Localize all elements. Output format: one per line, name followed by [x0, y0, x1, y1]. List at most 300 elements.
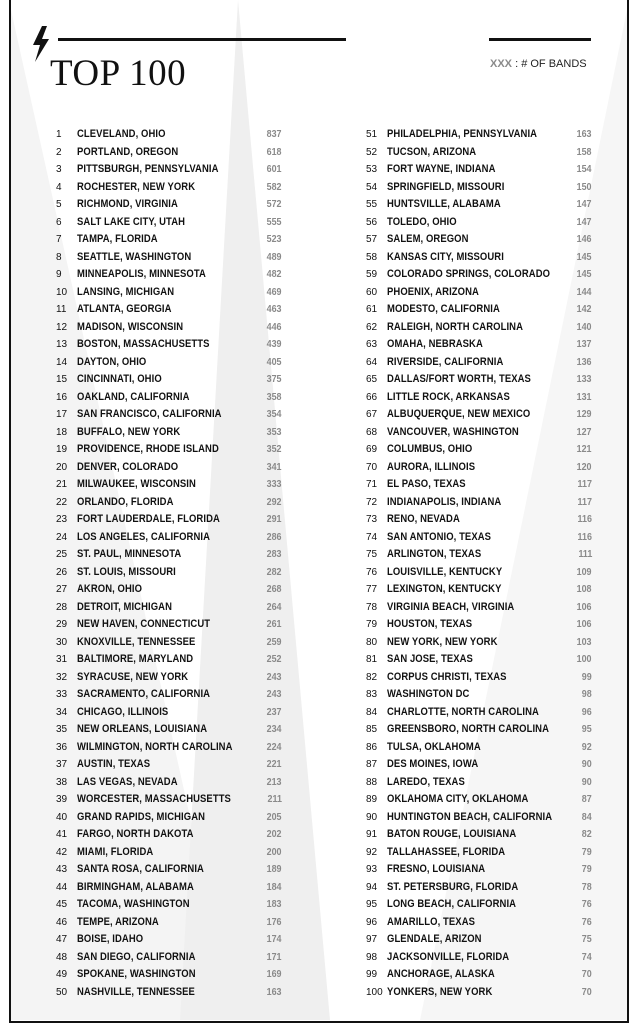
list-item [56, 914, 282, 932]
rank-number: 32 [56, 671, 68, 683]
list-item [56, 179, 282, 197]
city-name: LOS ANGELES, CALIFORNIA [77, 530, 211, 543]
list-item [56, 319, 282, 337]
band-count: 121 [577, 443, 592, 455]
list-item [366, 669, 592, 687]
rank-number: 94 [366, 881, 378, 893]
rank-number: 4 [56, 181, 62, 193]
band-count: 133 [577, 373, 592, 385]
city-name: GLENDALE, ARIZON [387, 933, 482, 945]
rank-number: 43 [56, 864, 68, 875]
rank-number: 24 [56, 531, 68, 543]
band-count: 243 [267, 670, 282, 683]
list-item [366, 844, 592, 862]
list-item [56, 284, 282, 302]
city-name: SPOKANE, WASHINGTON [77, 968, 196, 980]
rank-number: 84 [366, 706, 378, 718]
band-count: 202 [267, 828, 282, 840]
band-count: 74 [582, 950, 592, 963]
band-count: 523 [267, 233, 282, 245]
city-name: FORT LAUDERDALE, FLORIDA [77, 513, 220, 525]
list-item [56, 371, 282, 389]
band-count: 183 [267, 898, 282, 910]
list-item [366, 266, 592, 284]
band-count: 264 [267, 600, 282, 613]
city-name: INDIANAPOLIS, INDIANA [387, 495, 502, 508]
city-name: TACOMA, WASHINGTON [77, 898, 190, 910]
list-item [56, 494, 282, 512]
city-name: NEW HAVEN, CONNECTICUT [77, 618, 211, 630]
band-count: 106 [577, 618, 592, 630]
rank-number: 79 [366, 619, 378, 630]
list-item [56, 739, 282, 757]
city-name: ATLANTA, GEORGIA [77, 303, 172, 315]
city-name: CINCINNATI, OHIO [77, 373, 162, 385]
list-item [56, 441, 282, 459]
list-item [56, 896, 282, 914]
list-item [56, 144, 282, 162]
rank-number: 6 [56, 216, 62, 228]
city-name: DETROIT, MICHIGAN [77, 600, 173, 613]
city-name: SANTA ROSA, CALIFORNIA [77, 863, 204, 875]
city-name: HOUSTON, TEXAS [387, 618, 473, 630]
rank-number: 65 [366, 374, 378, 385]
list-item [366, 284, 592, 302]
city-name: LEXINGTON, KENTUCKY [387, 583, 502, 595]
band-count: 100 [577, 653, 592, 665]
city-name: RALEIGH, NORTH CAROLINA [387, 320, 524, 333]
list-item [366, 529, 592, 547]
city-name: VANCOUVER, WASHINGTON [387, 425, 519, 438]
rank-number: 92 [366, 846, 378, 858]
band-count: 268 [267, 583, 282, 595]
list-item [56, 756, 282, 774]
band-count: 261 [267, 618, 282, 630]
band-count: 117 [577, 478, 592, 490]
city-name: DAYTON, OHIO [77, 355, 147, 368]
band-count: 618 [267, 145, 282, 158]
rank-number: 75 [366, 549, 378, 560]
rank-number: 23 [56, 514, 68, 525]
band-count: 103 [577, 635, 592, 648]
list-item [366, 791, 592, 809]
band-count: 184 [267, 880, 282, 893]
band-count: 358 [267, 390, 282, 403]
rank-number: 39 [56, 794, 68, 805]
city-name: TAMPA, FLORIDA [77, 233, 158, 245]
city-name: TEMPE, ARIZONA [77, 915, 159, 928]
band-count: 158 [577, 145, 592, 158]
band-count: 111 [578, 548, 592, 560]
city-name: ST. PETERSBURG, FLORIDA [387, 880, 519, 893]
city-name: ANCHORAGE, ALASKA [387, 968, 495, 980]
city-name: MODESTO, CALIFORNIA [387, 303, 500, 315]
list-item [56, 844, 282, 862]
band-count: 154 [577, 163, 592, 175]
list-item [56, 634, 282, 652]
band-count: 176 [267, 915, 282, 928]
city-name: RENO, NEVADA [387, 513, 460, 525]
rank-number: 30 [56, 636, 68, 648]
list-item [56, 389, 282, 407]
band-count: 75 [582, 933, 592, 945]
rank-number: 13 [56, 339, 68, 350]
city-name: FARGO, NORTH DAKOTA [77, 828, 194, 840]
band-count: 84 [582, 810, 592, 823]
list-item [56, 336, 282, 354]
city-name: SPRINGFIELD, MISSOURI [387, 180, 505, 193]
city-name: BUFFALO, NEW YORK [77, 425, 181, 438]
list-item [366, 704, 592, 722]
rank-number: 81 [366, 654, 378, 665]
band-count: 171 [267, 950, 282, 963]
rank-number: 67 [366, 409, 378, 420]
city-name: PROVIDENCE, RHODE ISLAND [77, 443, 219, 455]
city-name: KNOXVILLE, TENNESSEE [77, 635, 196, 648]
list-item [56, 809, 282, 827]
rank-number: 72 [366, 496, 378, 508]
band-count: 146 [577, 233, 592, 245]
rank-number: 66 [366, 391, 378, 403]
band-count: 221 [267, 758, 282, 770]
band-count: 136 [577, 355, 592, 368]
band-count: 601 [267, 163, 282, 175]
band-count: 341 [267, 460, 282, 473]
rank-number: 64 [366, 356, 378, 368]
city-name: LANSING, MICHIGAN [77, 285, 175, 298]
band-count: 482 [267, 268, 282, 280]
city-name: AUSTIN, TEXAS [77, 758, 151, 770]
city-name: LAS VEGAS, NEVADA [77, 775, 178, 788]
list-item [56, 406, 282, 424]
band-count: 283 [267, 548, 282, 560]
band-count: 116 [577, 530, 592, 543]
rank-number: 51 [366, 129, 378, 140]
list-item [366, 494, 592, 512]
ranking-column-right [366, 126, 592, 1001]
city-name: AMARILLO, TEXAS [387, 915, 476, 928]
band-count: 79 [582, 863, 592, 875]
list-item [56, 704, 282, 722]
band-count: 259 [267, 635, 282, 648]
city-name: DES MOINES, IOWA [387, 758, 479, 770]
city-name: SAN JOSE, TEXAS [387, 653, 473, 665]
rank-number: 5 [56, 199, 62, 210]
band-count: 120 [577, 460, 592, 473]
city-name: FRESNO, LOUISIANA [387, 863, 486, 875]
city-name: SEATTLE, WASHINGTON [77, 250, 192, 263]
list-item [366, 161, 592, 179]
rank-number: 20 [56, 461, 68, 473]
city-name: SALEM, OREGON [387, 233, 469, 245]
band-count: 150 [577, 180, 592, 193]
city-name: GREENSBORO, NORTH CAROLINA [387, 723, 550, 735]
list-item [366, 336, 592, 354]
city-name: OAKLAND, CALIFORNIA [77, 390, 190, 403]
band-count: 76 [582, 915, 592, 928]
city-name: BALTIMORE, MARYLAND [77, 653, 194, 665]
band-count: 375 [267, 373, 282, 385]
band-count: 90 [582, 775, 592, 788]
city-name: JACKSONVILLE, FLORIDA [387, 950, 510, 963]
list-item [366, 756, 592, 774]
band-count: 224 [267, 740, 282, 753]
city-name: DENVER, COLORADO [77, 460, 179, 473]
list-item [366, 476, 592, 494]
rank-number: 71 [366, 479, 378, 490]
rank-number: 100 [366, 986, 383, 998]
list-item [366, 896, 592, 914]
city-name: MILWAUKEE, WISCONSIN [77, 478, 196, 490]
band-count: 243 [267, 688, 282, 700]
rank-number: 45 [56, 899, 68, 910]
rank-number: 90 [366, 811, 378, 823]
rank-number: 2 [56, 146, 62, 158]
rank-number: 97 [366, 934, 378, 945]
rank-number: 88 [366, 776, 378, 788]
city-name: SAN ANTONIO, TEXAS [387, 530, 492, 543]
list-item [56, 231, 282, 249]
list-item [366, 581, 592, 599]
rank-number: 21 [56, 479, 68, 490]
city-name: NASHVILLE, TENNESSEE [77, 985, 195, 998]
list-item [366, 371, 592, 389]
band-count: 109 [577, 565, 592, 578]
list-item [56, 249, 282, 267]
city-name: WILMINGTON, NORTH CAROLINA [77, 740, 233, 753]
rank-number: 87 [366, 759, 378, 770]
city-name: SACRAMENTO, CALIFORNIA [77, 688, 211, 700]
rank-number: 70 [366, 461, 378, 473]
list-item [56, 161, 282, 179]
rank-number: 28 [56, 601, 68, 613]
city-name: NEW YORK, NEW YORK [387, 635, 498, 648]
list-item [366, 651, 592, 669]
rank-number: 14 [56, 356, 68, 368]
list-item [366, 861, 592, 879]
list-item [56, 949, 282, 967]
list-item [56, 564, 282, 582]
city-name: PHILADELPHIA, PENNSYLVANIA [387, 128, 538, 140]
list-item [366, 931, 592, 949]
list-item [366, 126, 592, 144]
band-count: 837 [267, 128, 282, 140]
city-name: BIRMINGHAM, ALABAMA [77, 880, 194, 893]
city-name: TALLAHASSEE, FLORIDA [387, 845, 506, 858]
band-count: 117 [577, 495, 592, 508]
rank-number: 37 [56, 759, 68, 770]
city-name: LAREDO, TEXAS [387, 775, 465, 788]
legend [490, 58, 587, 70]
list-item [366, 686, 592, 704]
rank-number: 41 [56, 829, 68, 840]
list-item [366, 389, 592, 407]
band-count: 78 [582, 880, 592, 893]
rank-number: 68 [366, 426, 378, 438]
rank-number: 93 [366, 864, 378, 875]
city-name: SALT LAKE CITY, UTAH [77, 215, 186, 228]
list-item [56, 266, 282, 284]
band-count: 145 [577, 250, 592, 263]
list-item [366, 546, 592, 564]
rank-number: 52 [366, 146, 378, 158]
page-title: TOP 100 [50, 53, 187, 94]
list-item [56, 616, 282, 634]
band-count: 140 [577, 320, 592, 333]
list-item [56, 774, 282, 792]
rank-number: 9 [56, 269, 62, 280]
rank-number: 86 [366, 741, 378, 753]
list-item [56, 354, 282, 372]
list-item [366, 511, 592, 529]
list-item [366, 441, 592, 459]
lightning-bolt-icon [30, 26, 52, 62]
list-item [56, 196, 282, 214]
band-count: 76 [582, 898, 592, 910]
band-count: 291 [267, 513, 282, 525]
list-item [56, 511, 282, 529]
list-item [366, 721, 592, 739]
rank-number: 10 [56, 286, 68, 298]
band-count: 82 [582, 828, 592, 840]
list-item [366, 424, 592, 442]
city-name: AKRON, OHIO [77, 583, 143, 595]
band-count: 213 [267, 775, 282, 788]
band-count: 127 [577, 425, 592, 438]
city-name: NEW ORLEANS, LOUISIANA [77, 723, 208, 735]
city-name: SYRACUSE, NEW YORK [77, 670, 189, 683]
list-item [366, 949, 592, 967]
band-count: 79 [582, 845, 592, 858]
city-name: BOSTON, MASSACHUSETTS [77, 338, 210, 350]
list-item [56, 861, 282, 879]
list-item [56, 651, 282, 669]
rank-number: 55 [366, 199, 378, 210]
header-rule-right [489, 38, 591, 41]
header-rule-left [58, 38, 346, 41]
band-count: 169 [267, 968, 282, 980]
list-item [56, 126, 282, 144]
city-name: PHOENIX, ARIZONA [387, 285, 479, 298]
band-count: 252 [267, 653, 282, 665]
list-item [56, 581, 282, 599]
list-item [56, 301, 282, 319]
list-item [56, 721, 282, 739]
city-name: CORPUS CHRISTI, TEXAS [387, 670, 507, 683]
list-item [366, 599, 592, 617]
list-item [56, 879, 282, 897]
rank-number: 89 [366, 794, 378, 805]
list-item [56, 459, 282, 477]
rank-number: 74 [366, 531, 378, 543]
list-item [366, 564, 592, 582]
band-count: 163 [577, 128, 592, 140]
list-item [56, 599, 282, 617]
band-count: 147 [577, 198, 592, 210]
rank-number: 26 [56, 566, 68, 578]
city-name: TOLEDO, OHIO [387, 215, 457, 228]
rank-number: 76 [366, 566, 378, 578]
band-count: 555 [267, 215, 282, 228]
list-item [56, 669, 282, 687]
city-name: COLUMBUS, OHIO [387, 443, 473, 455]
list-item [56, 476, 282, 494]
legend-text: : # OF BANDS [515, 58, 587, 70]
rank-number: 50 [56, 986, 68, 998]
band-count: 174 [267, 933, 282, 945]
city-name: CHARLOTTE, NORTH CAROLINA [387, 705, 539, 718]
rank-number: 96 [366, 916, 378, 928]
band-count: 292 [267, 495, 282, 508]
list-item [56, 214, 282, 232]
list-item [366, 214, 592, 232]
list-item [366, 196, 592, 214]
band-count: 200 [267, 845, 282, 858]
list-item [56, 966, 282, 984]
list-item [366, 634, 592, 652]
list-item [56, 546, 282, 564]
band-count: 96 [582, 705, 592, 718]
list-item [366, 249, 592, 267]
band-count: 439 [267, 338, 282, 350]
band-count: 131 [577, 390, 592, 403]
city-name: MADISON, WISCONSIN [77, 320, 184, 333]
city-name: HUNTINGTON BEACH, CALIFORNIA [387, 810, 553, 823]
list-item [56, 529, 282, 547]
city-name: MINNEAPOLIS, MINNESOTA [77, 268, 206, 280]
rank-number: 11 [56, 304, 67, 315]
city-name: MIAMI, FLORIDA [77, 845, 154, 858]
band-count: 147 [577, 215, 592, 228]
rank-number: 98 [366, 951, 378, 963]
band-count: 572 [267, 198, 282, 210]
city-name: SAN FRANCISCO, CALIFORNIA [77, 408, 222, 420]
band-count: 95 [582, 723, 592, 735]
band-count: 70 [582, 985, 592, 998]
list-item [366, 179, 592, 197]
city-name: WORCESTER, MASSACHUSETTS [77, 793, 231, 805]
rank-number: 62 [366, 321, 378, 333]
band-count: 333 [267, 478, 282, 490]
rank-number: 15 [56, 374, 68, 385]
rank-number: 7 [56, 234, 62, 245]
band-count: 469 [267, 285, 282, 298]
list-item [366, 826, 592, 844]
band-count: 98 [582, 688, 592, 700]
city-name: BATON ROUGE, LOUISIANA [387, 828, 517, 840]
rank-number: 34 [56, 706, 68, 718]
city-name: GRAND RAPIDS, MICHIGAN [77, 810, 206, 823]
city-name: ALBUQUERQUE, NEW MEXICO [387, 408, 531, 420]
ranking-column-left [56, 126, 282, 1001]
city-name: COLORADO SPRINGS, COLORADO [387, 268, 551, 280]
rank-number: 85 [366, 724, 378, 735]
list-item [366, 144, 592, 162]
list-item [56, 424, 282, 442]
rank-number: 1 [56, 129, 62, 140]
rank-number: 91 [366, 829, 378, 840]
rank-number: 49 [56, 969, 68, 980]
band-count: 142 [577, 303, 592, 315]
list-item [366, 879, 592, 897]
city-name: FORT WAYNE, INDIANA [387, 163, 496, 175]
rank-number: 61 [366, 304, 378, 315]
city-name: CHICAGO, ILLINOIS [77, 705, 169, 718]
list-item [366, 809, 592, 827]
city-name: EL PASO, TEXAS [387, 478, 466, 490]
city-name: TUCSON, ARIZONA [387, 145, 477, 158]
city-name: ARLINGTON, TEXAS [387, 548, 482, 560]
